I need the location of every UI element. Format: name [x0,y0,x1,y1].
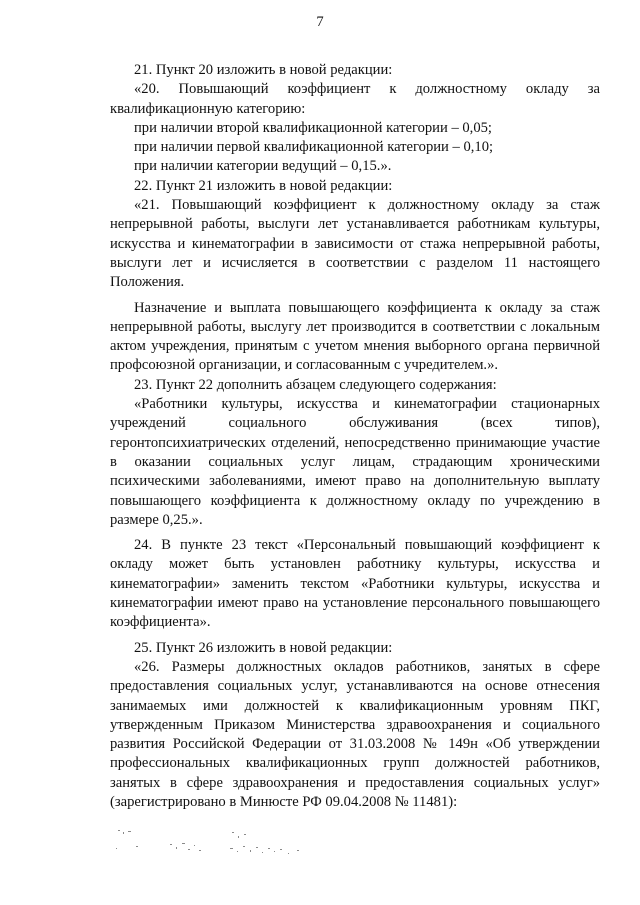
text-line: непрерывной работы, выслуги лет устанавливается работникам культуры, [110,216,600,233]
text-line: занятых в сфере здравоохранения и предоставления социальных услуг» [110,774,600,791]
text-line: квалификационную категорию: [110,100,306,117]
text-line: при наличии категории ведущий – 0,15.». [134,158,392,175]
text-line: актом учреждения, принятым с учетом мнения выборного органа первичной [110,338,600,355]
scan-artifact [112,826,322,866]
text-line: размере 0,25.». [110,511,203,528]
text-line: «Работники культуры, искусства и кинематографии стационарных [134,396,600,413]
text-line: Положения. [110,274,185,291]
text-line: повышающего коэффициента к должностному окладу по учреждению в [110,492,600,509]
text-line: при наличии второй квалификационной категории – 0,05; [134,119,492,136]
item-24-text: 24. В пункте 23 текст «Персональный повышающий коэффициент к [134,537,600,554]
item-21-heading: 21. Пункт 20 изложить в новой редакции: [134,62,393,78]
text-line: утвержденным Приказом Министерства здравоохранения и социального [110,716,600,733]
text-line: непрерывной работы, выслугу лет производится в соответствии с локальным [110,318,600,335]
text-line: кинематографии имеют право на установление персонального повышающего [110,595,600,612]
text-line: выслуги лет и исчисляется в соответствии с разделом 11 настоящего [110,254,600,271]
text-line: искусства и кинематографии в зависимости от стажа непрерывной работы, [110,235,600,252]
text-line: предоставления социальных услуг, устанавливаются на основе отнесения [110,678,600,695]
item-22-heading: 22. Пункт 21 изложить в новой редакции: [134,177,393,194]
text-line: геронтопсихиатрических отделений, непосредственно принимающие участие [110,434,600,451]
item-23-heading: 23. Пункт 22 дополнить абзацем следующего содержания: [134,376,497,393]
text-line: кинематографии» заменить текстом «Работники культуры, искусства и [110,575,600,592]
document-body [110,61,600,812]
text-line: «26. Размеры должностных окладов работников, занятых в сфере [134,658,600,675]
page-number: 7 [316,14,324,30]
text-line: развития Российской Федерации от 31.03.2008 № 149н «Об утверждении [110,736,600,753]
text-line: окладу может быть установлен работнику культуры, искусства и [110,556,600,573]
text-line: «20. Повышающий коэффициент к должностному окладу за [134,81,600,98]
text-line: при наличии первой квалификационной категории – 0,10; [134,139,494,156]
text-line: профессиональных квалификационных групп должностей работников, [110,755,600,772]
text-line: Назначение и выплата повышающего коэффициента к окладу за стаж [134,299,600,316]
text-line: занимаемых ими должностей к квалификационным уровням ПКГ, [110,697,600,714]
text-line: коэффициента». [110,614,211,631]
item-25-heading: 25. Пункт 26 изложить в новой редакции: [134,639,393,656]
text-line: «21. Повышающий коэффициент к должностному окладу за стаж [134,197,600,214]
text-line: профсоюзной организации, и согласованным с учредителем.». [110,357,499,374]
text-line: в оказании социальных услуг лицам, страдающим хроническими [110,453,600,470]
text-line: учреждений социального обслуживания (всех типов), [110,415,600,432]
text-line: (зарегистрировано в Минюсте РФ 09.04.2008 № 11481): [110,793,458,810]
text-line: психическими заболеваниями, имеют право на дополнительную выплату [110,473,600,490]
